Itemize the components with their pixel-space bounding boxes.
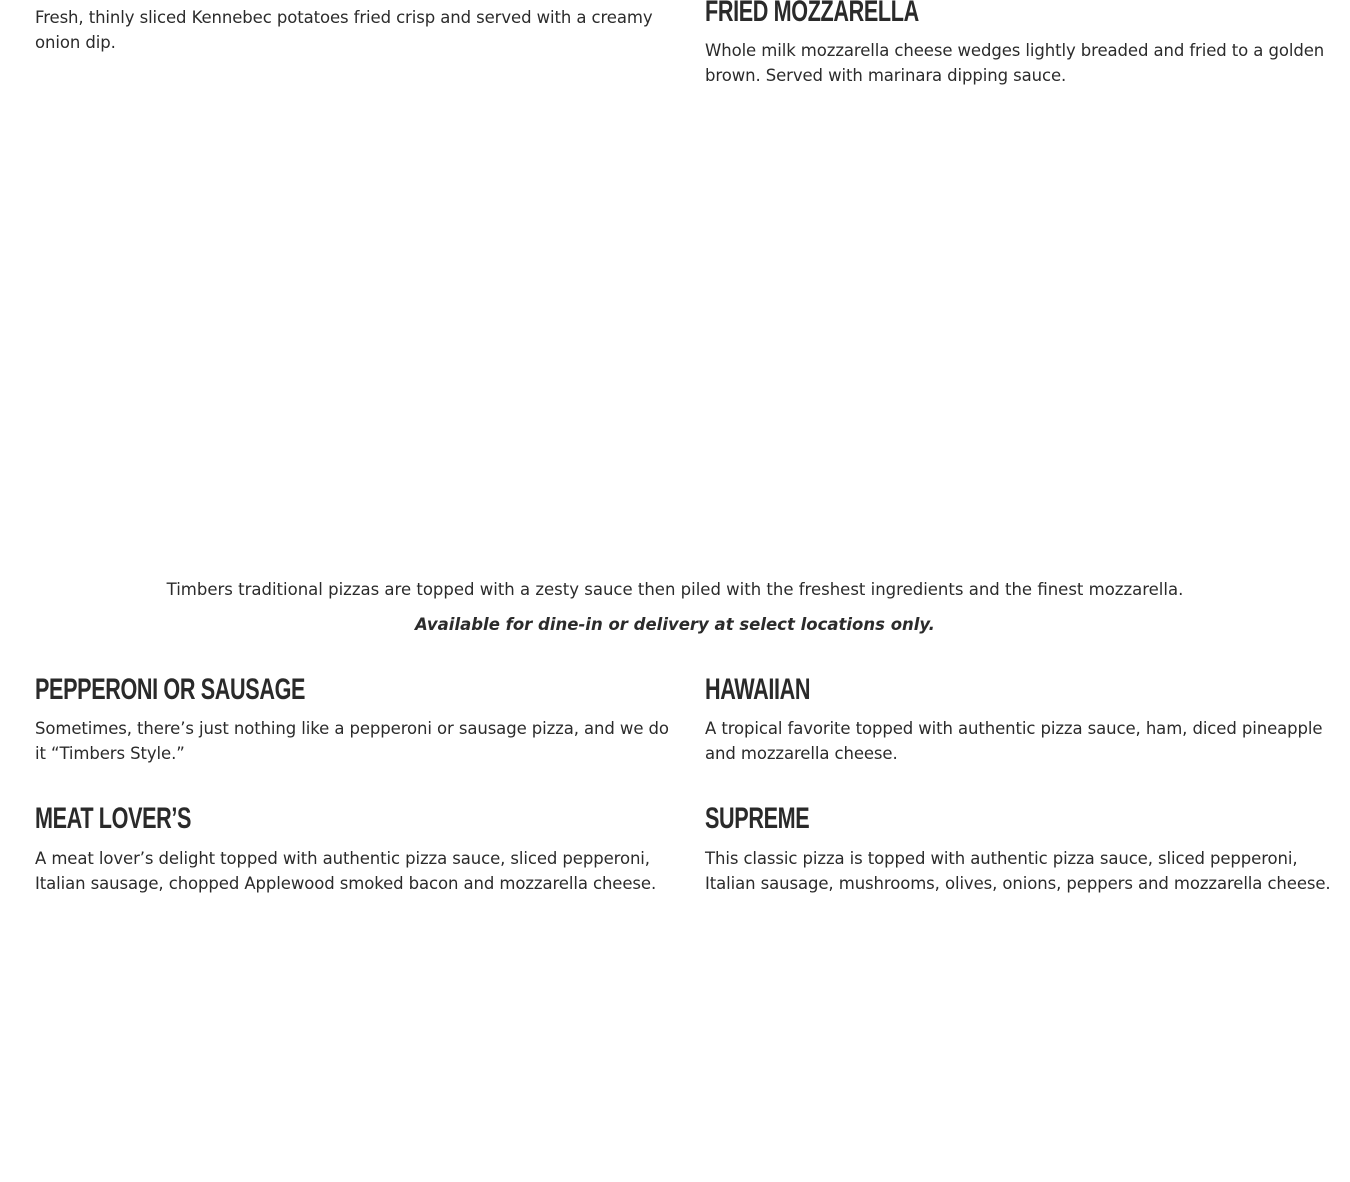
chips-description: Fresh, thinly sliced Kennebec potatoes fried crisp and served with a creamy onion dip. <box>35 8 653 52</box>
fried-mozzarella-title: FRIED MOZZARELLA <box>705 0 919 28</box>
meat-lovers-description: A meat lover’s delight topped with authentic pizza sauce, sliced pepperoni, Italian sausage, chopped Applewood smoked bacon and mozzarella cheese. <box>35 849 657 893</box>
supreme-title: SUPREME <box>705 802 810 835</box>
hawaiian-title: HAWAIIAN <box>705 673 811 706</box>
pepperoni-or-sausage-title: PEPPERONI OR SAUSAGE <box>35 673 306 706</box>
meat-lovers-title: MEAT LOVER’S <box>35 802 192 835</box>
hawaiian-description: A tropical favorite topped with authentic pizza sauce, ham, diced pineapple and mozzarella cheese. <box>705 719 1323 763</box>
fried-mozzarella-description: Whole milk mozzarella cheese wedges lightly breaded and fried to a golden brown. Served with marinara dipping sauce. <box>705 41 1325 85</box>
supreme-description: This classic pizza is topped with authentic pizza sauce, sliced pepperoni, Italian sausage, mushrooms, olives, onions, peppers and mozzarella cheese. <box>705 849 1331 893</box>
pepperoni-or-sausage-description: Sometimes, there’s just nothing like a pepperoni or sausage pizza, and we do it “Timbers Style.” <box>35 719 669 763</box>
pizza-intro: Timbers traditional pizzas are topped with a zesty sauce then piled with the freshest ingredients and the finest mozzarella. <box>166 580 1184 599</box>
pizza-availability-notice: Available for dine-in or delivery at select locations only. <box>415 615 935 634</box>
